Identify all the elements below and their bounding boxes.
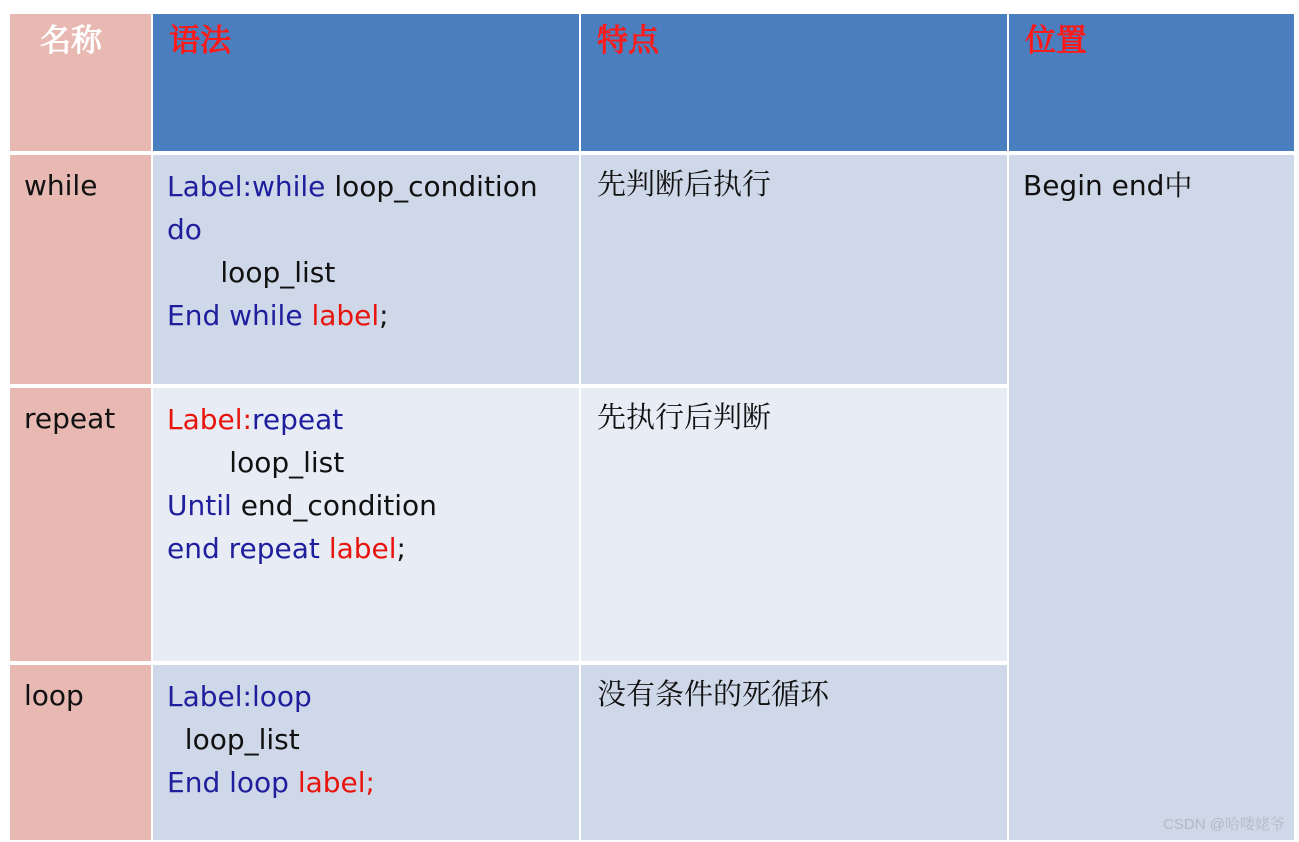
code-line (167, 441, 579, 484)
code-token: Label: (167, 403, 252, 436)
position-cell: Begin end中 (1009, 155, 1294, 840)
row-repeat-feature: 先执行后判断 (581, 388, 1007, 661)
row-repeat-syntax (153, 388, 579, 661)
header-feature: 特点 (597, 23, 659, 59)
row-while-syntax (153, 155, 579, 384)
code-token: do (167, 213, 202, 246)
code-token: End loop (167, 766, 298, 799)
row-loop-name: loop (10, 665, 151, 840)
code-line (167, 718, 579, 761)
code-token: label (311, 299, 380, 332)
code-token: loop_list (167, 256, 336, 289)
loop-comparison-table (10, 14, 1292, 836)
header-position-cell (1009, 14, 1294, 151)
code-token: loop_condition (334, 170, 538, 203)
code-line (167, 675, 579, 718)
code-token: label; (297, 766, 375, 799)
code-token: ; (379, 299, 389, 332)
code-line (167, 294, 579, 337)
row-while-feature: 先判断后执行 (581, 155, 1007, 384)
watermark: CSDN @哈喽姥爷 (1163, 816, 1285, 833)
header-name-cell (10, 14, 151, 151)
code-token: end repeat (167, 532, 329, 565)
code-token: end_condition (240, 489, 437, 522)
row-repeat-name: repeat (10, 388, 151, 661)
code-line (167, 761, 579, 804)
code-token: loop_list (167, 446, 345, 479)
header-syntax-cell (153, 14, 579, 151)
code-line (167, 208, 579, 251)
code-token: Label:while (167, 170, 335, 203)
code-line (167, 251, 579, 294)
header-position: 位置 (1025, 23, 1087, 59)
code-token: loop_list (167, 723, 300, 756)
code-token: Label:loop (167, 680, 312, 713)
header-feature-cell (581, 14, 1007, 151)
code-line (167, 527, 579, 570)
code-line (167, 398, 579, 441)
code-line (167, 484, 579, 527)
code-token: ; (396, 532, 406, 565)
header-name: 名称 (40, 23, 102, 59)
code-token: Until (167, 489, 241, 522)
code-token: label (328, 532, 397, 565)
code-token: repeat (251, 403, 344, 436)
row-loop-syntax (153, 665, 579, 840)
header-syntax: 语法 (169, 23, 231, 59)
row-loop-feature: 没有条件的死循环 (581, 665, 1007, 840)
code-token: End while (167, 299, 312, 332)
code-line (167, 165, 579, 208)
row-while-name: while (10, 155, 151, 384)
